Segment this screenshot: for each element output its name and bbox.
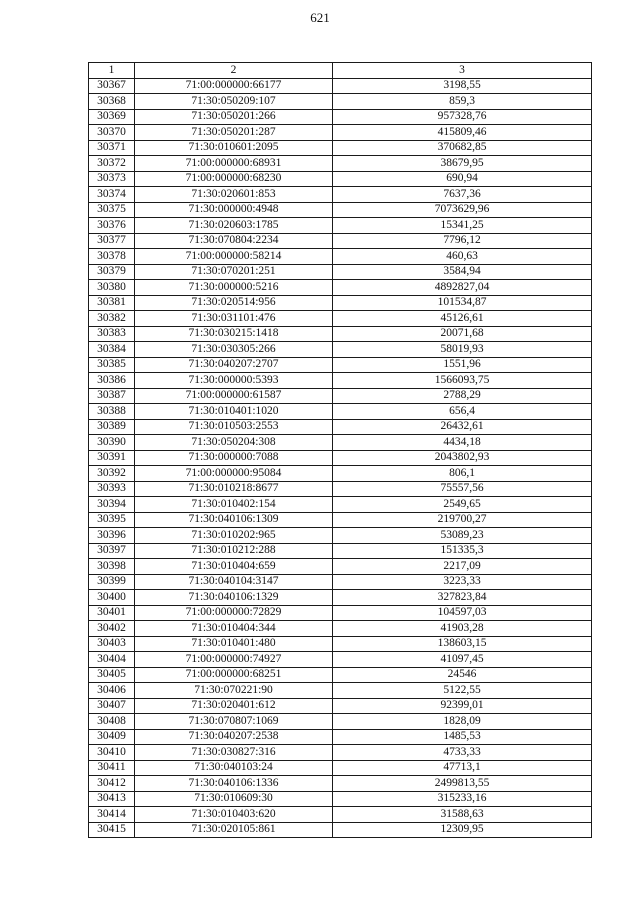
row-number-cell: 30411 <box>89 760 135 776</box>
table-row <box>89 156 592 172</box>
value-cell: 38679,95 <box>333 156 592 172</box>
value-cell: 15341,25 <box>333 218 592 234</box>
cadastral-number-cell: 71:30:040103:24 <box>135 760 333 776</box>
row-number-cell: 30413 <box>89 791 135 807</box>
value-cell: 75557,56 <box>333 481 592 497</box>
value-cell: 327823,84 <box>333 590 592 606</box>
row-number-cell: 30392 <box>89 466 135 482</box>
header-row <box>89 63 592 79</box>
cadastral-number-cell: 71:30:050204:308 <box>135 435 333 451</box>
value-cell: 415809,46 <box>333 125 592 141</box>
header-cell-1: 1 <box>89 63 135 79</box>
value-cell: 104597,03 <box>333 605 592 621</box>
cadastral-number-cell: 71:30:020601:853 <box>135 187 333 203</box>
table-row <box>89 187 592 203</box>
table-row <box>89 667 592 683</box>
row-number-cell: 30415 <box>89 822 135 838</box>
row-number-cell: 30380 <box>89 280 135 296</box>
cadastral-number-cell: 71:30:010212:288 <box>135 543 333 559</box>
table-row <box>89 760 592 776</box>
row-number-cell: 30387 <box>89 388 135 404</box>
table-row <box>89 264 592 280</box>
value-cell: 92399,01 <box>333 698 592 714</box>
value-cell: 53089,23 <box>333 528 592 544</box>
cadastral-number-cell: 71:30:031101:476 <box>135 311 333 327</box>
table-row <box>89 435 592 451</box>
value-cell: 4733,33 <box>333 745 592 761</box>
row-number-cell: 30379 <box>89 264 135 280</box>
value-cell: 7796,12 <box>333 233 592 249</box>
cadastral-number-cell: 71:30:000000:7088 <box>135 450 333 466</box>
cadastral-number-cell: 71:30:040106:1309 <box>135 512 333 528</box>
row-number-cell: 30399 <box>89 574 135 590</box>
table-row <box>89 791 592 807</box>
row-number-cell: 30381 <box>89 295 135 311</box>
row-number-cell: 30367 <box>89 78 135 94</box>
header-cell-3: 3 <box>333 63 592 79</box>
table-row <box>89 218 592 234</box>
value-cell: 138603,15 <box>333 636 592 652</box>
value-cell: 219700,27 <box>333 512 592 528</box>
cadastral-number-cell: 71:30:010401:1020 <box>135 404 333 420</box>
row-number-cell: 30375 <box>89 202 135 218</box>
value-cell: 47713,1 <box>333 760 592 776</box>
value-cell: 5122,55 <box>333 683 592 699</box>
row-number-cell: 30373 <box>89 171 135 187</box>
cadastral-number-cell: 71:00:000000:68230 <box>135 171 333 187</box>
row-number-cell: 30372 <box>89 156 135 172</box>
table-row <box>89 466 592 482</box>
row-number-cell: 30385 <box>89 357 135 373</box>
row-number-cell: 30369 <box>89 109 135 125</box>
page-number: 621 <box>310 10 330 25</box>
value-cell: 41903,28 <box>333 621 592 637</box>
cadastral-number-cell: 71:30:070804:2234 <box>135 233 333 249</box>
row-number-cell: 30391 <box>89 450 135 466</box>
cadastral-number-cell: 71:30:040104:3147 <box>135 574 333 590</box>
row-number-cell: 30398 <box>89 559 135 575</box>
row-number-cell: 30402 <box>89 621 135 637</box>
row-number-cell: 30396 <box>89 528 135 544</box>
cadastral-number-cell: 71:30:010601:2095 <box>135 140 333 156</box>
value-cell: 7073629,96 <box>333 202 592 218</box>
cadastral-number-cell: 71:30:000000:5393 <box>135 373 333 389</box>
row-number-cell: 30371 <box>89 140 135 156</box>
table-header <box>89 63 592 79</box>
row-number-cell: 30388 <box>89 404 135 420</box>
cadastral-number-cell: 71:00:000000:66177 <box>135 78 333 94</box>
row-number-cell: 30395 <box>89 512 135 528</box>
row-number-cell: 30414 <box>89 807 135 823</box>
cadastral-number-cell: 71:30:040106:1336 <box>135 776 333 792</box>
cadastral-number-cell: 71:30:030827:316 <box>135 745 333 761</box>
header-cell-2: 2 <box>135 63 333 79</box>
table-row <box>89 311 592 327</box>
value-cell: 24546 <box>333 667 592 683</box>
row-number-cell: 30409 <box>89 729 135 745</box>
row-number-cell: 30408 <box>89 714 135 730</box>
row-number-cell: 30390 <box>89 435 135 451</box>
cadastral-number-cell: 71:30:010402:154 <box>135 497 333 513</box>
cadastral-number-cell: 71:30:020514:956 <box>135 295 333 311</box>
cadastral-number-cell: 71:00:000000:68251 <box>135 667 333 683</box>
cadastral-number-cell: 71:30:010609:30 <box>135 791 333 807</box>
row-number-cell: 30394 <box>89 497 135 513</box>
value-cell: 3584,94 <box>333 264 592 280</box>
row-number-cell: 30384 <box>89 342 135 358</box>
row-number-cell: 30383 <box>89 326 135 342</box>
table-row <box>89 807 592 823</box>
row-number-cell: 30368 <box>89 94 135 110</box>
table-body <box>89 78 592 838</box>
table-row <box>89 528 592 544</box>
value-cell: 20071,68 <box>333 326 592 342</box>
table-row <box>89 202 592 218</box>
row-number-cell: 30406 <box>89 683 135 699</box>
cadastral-number-cell: 71:30:050201:266 <box>135 109 333 125</box>
value-cell: 1566093,75 <box>333 373 592 389</box>
table-row <box>89 481 592 497</box>
row-number-cell: 30410 <box>89 745 135 761</box>
value-cell: 859,3 <box>333 94 592 110</box>
table-row <box>89 171 592 187</box>
cadastral-number-cell: 71:30:020401:612 <box>135 698 333 714</box>
row-number-cell: 30404 <box>89 652 135 668</box>
cadastral-number-cell: 71:30:040207:2538 <box>135 729 333 745</box>
value-cell: 101534,87 <box>333 295 592 311</box>
cadastral-number-cell: 71:00:000000:95084 <box>135 466 333 482</box>
cadastral-number-cell: 71:30:040207:2707 <box>135 357 333 373</box>
value-cell: 1551,96 <box>333 357 592 373</box>
row-number-cell: 30393 <box>89 481 135 497</box>
value-cell: 3198,55 <box>333 78 592 94</box>
cadastral-number-cell: 71:30:000000:4948 <box>135 202 333 218</box>
value-cell: 41097,45 <box>333 652 592 668</box>
value-cell: 957328,76 <box>333 109 592 125</box>
cadastral-number-cell: 71:30:000000:5216 <box>135 280 333 296</box>
table-row <box>89 140 592 156</box>
value-cell: 2788,29 <box>333 388 592 404</box>
cadastral-number-cell: 71:30:070201:251 <box>135 264 333 280</box>
row-number-cell: 30400 <box>89 590 135 606</box>
value-cell: 31588,63 <box>333 807 592 823</box>
table-row <box>89 512 592 528</box>
table-row <box>89 543 592 559</box>
row-number-cell: 30386 <box>89 373 135 389</box>
value-cell: 151335,3 <box>333 543 592 559</box>
cadastral-number-cell: 71:00:000000:74927 <box>135 652 333 668</box>
value-cell: 2217,09 <box>333 559 592 575</box>
cadastral-number-cell: 71:00:000000:72829 <box>135 605 333 621</box>
table-row <box>89 636 592 652</box>
cadastral-number-cell: 71:30:010202:965 <box>135 528 333 544</box>
table-row <box>89 605 592 621</box>
cadastral-number-cell: 71:30:020105:861 <box>135 822 333 838</box>
cadastral-number-cell: 71:00:000000:61587 <box>135 388 333 404</box>
cadastral-number-cell: 71:00:000000:58214 <box>135 249 333 265</box>
cadastral-number-cell: 71:30:070807:1069 <box>135 714 333 730</box>
value-cell: 806,1 <box>333 466 592 482</box>
value-cell: 26432,61 <box>333 419 592 435</box>
value-cell: 1485,53 <box>333 729 592 745</box>
row-number-cell: 30412 <box>89 776 135 792</box>
row-number-cell: 30403 <box>89 636 135 652</box>
table-row <box>89 125 592 141</box>
table-row <box>89 714 592 730</box>
row-number-cell: 30382 <box>89 311 135 327</box>
cadastral-number-cell: 71:30:010218:8677 <box>135 481 333 497</box>
row-number-cell: 30407 <box>89 698 135 714</box>
table-row <box>89 357 592 373</box>
cadastral-number-cell: 71:00:000000:68931 <box>135 156 333 172</box>
value-cell: 370682,85 <box>333 140 592 156</box>
value-cell: 2043802,93 <box>333 450 592 466</box>
value-cell: 45126,61 <box>333 311 592 327</box>
cadastral-number-cell: 71:30:030215:1418 <box>135 326 333 342</box>
value-cell: 4892827,04 <box>333 280 592 296</box>
row-number-cell: 30378 <box>89 249 135 265</box>
cadastral-number-cell: 71:30:030305:266 <box>135 342 333 358</box>
table-row <box>89 326 592 342</box>
data-table <box>88 62 592 838</box>
cadastral-number-cell: 71:30:010503:2553 <box>135 419 333 435</box>
table-row <box>89 683 592 699</box>
row-number-cell: 30377 <box>89 233 135 249</box>
value-cell: 656,4 <box>333 404 592 420</box>
table-row <box>89 590 592 606</box>
row-number-cell: 30374 <box>89 187 135 203</box>
cadastral-number-cell: 71:30:010403:620 <box>135 807 333 823</box>
cadastral-number-cell: 71:30:040106:1329 <box>135 590 333 606</box>
cadastral-number-cell: 71:30:050209:107 <box>135 94 333 110</box>
value-cell: 4434,18 <box>333 435 592 451</box>
table-row <box>89 745 592 761</box>
cadastral-number-cell: 71:30:010404:344 <box>135 621 333 637</box>
value-cell: 58019,93 <box>333 342 592 358</box>
value-cell: 12309,95 <box>333 822 592 838</box>
table-row <box>89 373 592 389</box>
table-row <box>89 776 592 792</box>
table-row <box>89 574 592 590</box>
row-number-cell: 30370 <box>89 125 135 141</box>
table-row <box>89 94 592 110</box>
value-cell: 1828,09 <box>333 714 592 730</box>
cadastral-number-cell: 71:30:010401:480 <box>135 636 333 652</box>
table-row <box>89 233 592 249</box>
table-row <box>89 729 592 745</box>
table-row <box>89 388 592 404</box>
row-number-cell: 30389 <box>89 419 135 435</box>
table-row <box>89 109 592 125</box>
table-row <box>89 419 592 435</box>
value-cell: 2549,65 <box>333 497 592 513</box>
table-row <box>89 822 592 838</box>
value-cell: 460,63 <box>333 249 592 265</box>
table-row <box>89 295 592 311</box>
value-cell: 690,94 <box>333 171 592 187</box>
table-row <box>89 621 592 637</box>
value-cell: 315233,16 <box>333 791 592 807</box>
cadastral-number-cell: 71:30:020603:1785 <box>135 218 333 234</box>
table-row <box>89 342 592 358</box>
table-row <box>89 698 592 714</box>
table-row <box>89 249 592 265</box>
table-row <box>89 404 592 420</box>
table-row <box>89 559 592 575</box>
table-row <box>89 652 592 668</box>
value-cell: 3223,33 <box>333 574 592 590</box>
value-cell: 7637,36 <box>333 187 592 203</box>
row-number-cell: 30405 <box>89 667 135 683</box>
cadastral-number-cell: 71:30:070221:90 <box>135 683 333 699</box>
row-number-cell: 30397 <box>89 543 135 559</box>
table-row <box>89 78 592 94</box>
table-row <box>89 450 592 466</box>
table-row <box>89 497 592 513</box>
cadastral-number-cell: 71:30:050201:287 <box>135 125 333 141</box>
row-number-cell: 30401 <box>89 605 135 621</box>
row-number-cell: 30376 <box>89 218 135 234</box>
cadastral-number-cell: 71:30:010404:659 <box>135 559 333 575</box>
table-row <box>89 280 592 296</box>
value-cell: 2499813,55 <box>333 776 592 792</box>
